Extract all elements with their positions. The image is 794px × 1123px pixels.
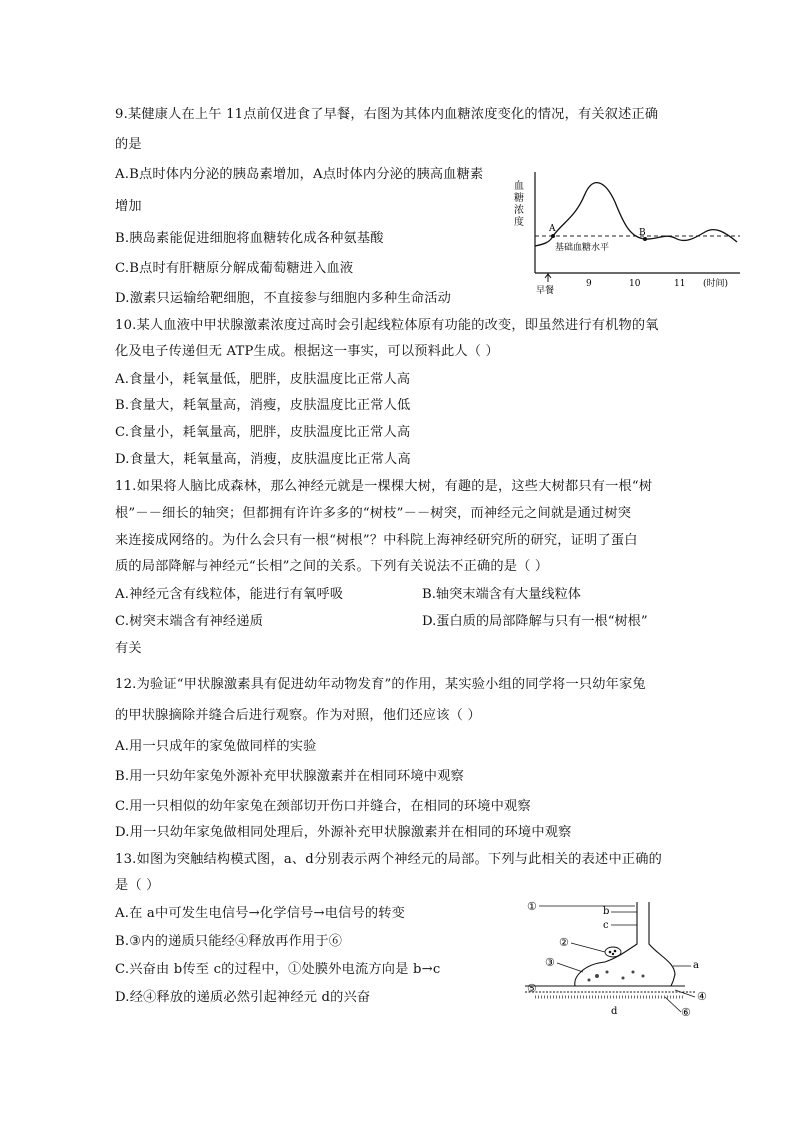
presynaptic-terminal [575, 962, 675, 986]
label-2: ② [559, 936, 569, 949]
label-c: c [603, 920, 609, 931]
q9-option-c: C.B点时有肝糖原分解成葡萄糖进入血液 [115, 261, 354, 276]
x-label-9: 9 [586, 279, 592, 289]
q9-stem-line2: 的是 [115, 137, 142, 152]
q13-stem-line2: 是（ ） [115, 878, 160, 893]
q11-option-b: B.轴突末端含有大量线粒体 [422, 587, 581, 602]
x-label-time: (时间) [703, 279, 729, 289]
q10-option-b: B.食量大，耗氧量高，消瘦，皮肤温度比正常人低 [115, 398, 411, 413]
label-1: ① [527, 900, 537, 913]
q12-option-c: C.用一只相似的幼年家兔在颈部切开伤口并缝合，在相同的环境中观察 [115, 799, 531, 814]
q10-stem-line2: 化及电子传递但无 ATP生成。根据这一事实，可以预料此人（ ） [115, 344, 499, 359]
q13-stem-line1: 13.如图为突触结构模式图，a、d分别表示两个神经元的局部。下列与此相关的表述中正确的 [115, 852, 662, 867]
q9-stem-line1: 9.某健康人在上午 11点前仅进食了早餐，右图为其体内血糖浓度变化的情况，有关叙述正确 [115, 107, 659, 122]
synapse-figure [525, 900, 725, 1020]
q9-option-d: D.激素只运输给靶细胞，不直接参与细胞内多种生命活动 [115, 291, 451, 306]
q11-option-d-line2: 有关 [115, 641, 142, 656]
q11-stem-line2: 根”－－细长的轴突；但都拥有许许多多的“树枝”－－树突，而神经元之间就是通过树突 [115, 506, 632, 521]
q13-option-a: A.在 a中可发生电信号→化学信号→电信号的转变 [115, 906, 406, 921]
q13-option-d: D.经④释放的递质必然引起神经元 d的兴奋 [115, 990, 371, 1005]
q11-option-a: A.神经元含有线粒体，能进行有氧呼吸 [115, 587, 344, 602]
q10-option-d: D.食量大，耗氧量高，消瘦，皮肤温度比正常人高 [115, 452, 411, 467]
x-label-10: 10 [629, 279, 641, 289]
q9-option-a-line2: 增加 [115, 199, 142, 214]
baseline-label: 基础血糖水平 [555, 243, 610, 253]
label-3: ③ [545, 956, 555, 969]
x-label-11: 11 [674, 279, 686, 289]
q12-option-a: A.用一只成年的家兔做同样的实验 [115, 739, 317, 754]
point-b-label: B [639, 228, 646, 238]
y-axis-label-1: 血 [514, 181, 524, 192]
label-5: ⑤ [527, 982, 537, 995]
label-b: b [603, 906, 610, 917]
q9-option-a-line1: A.B点时体内分泌的胰岛素增加，A点时体内分泌的胰高血糖素 [115, 167, 484, 182]
label-6: ⑥ [681, 1006, 691, 1019]
q12-option-b: B.用一只幼年家兔外源补充甲状腺激素并在相同环境中观察 [115, 769, 464, 784]
q10-option-c: C.食量小，耗氧量高，肥胖，皮肤温度比正常人高 [115, 425, 411, 440]
q12-option-d: D.用一只幼年家兔做相同处理后，外源补充甲状腺激素并在相同的环境中观察 [115, 825, 572, 840]
q13-option-b: B.③内的递质只能经④释放再作用于⑥ [115, 934, 343, 949]
y-axis-label-3: 浓 [514, 205, 524, 216]
blood-glucose-figure [505, 170, 745, 300]
label-d: d [611, 1006, 618, 1017]
x-label-breakfast: 早餐 [536, 286, 555, 296]
q11-stem-line3: 来连接成网络的。为什么会只有一根“树根”？中科院上海神经研究所的研究，证明了蛋白 [115, 533, 638, 548]
q11-option-c: C.树突末端含有神经递质 [115, 614, 264, 629]
q9-option-b: B.胰岛素能促进细胞将血糖转化成各种氨基酸 [115, 231, 384, 246]
vesicle-cluster [605, 947, 621, 957]
q11-stem-line4: 质的局部降解与神经元“长相”之间的关系。下列有关说法不正确的是（ ） [115, 559, 549, 574]
label-a: a [693, 960, 699, 971]
q12-stem-line1: 12.为验证“甲状腺激素具有促进幼年动物发育”的作用，某实验小组的同学将一只幼年家兔 [115, 677, 646, 692]
q11-stem-line1: 11.如果将人脑比成森林，那么神经元就是一棵棵大树，有趣的是，这些大树都只有一根“树 [115, 479, 653, 494]
point-a [551, 234, 555, 238]
y-axis-label-2: 糖 [514, 193, 524, 204]
q11-option-d-line1: D.蛋白质的局部降解与只有一根“树根” [422, 614, 648, 629]
label-4: ④ [697, 990, 707, 1003]
q13-option-c: C.兴奋由 b传至 c的过程中，①处膜外电流方向是 b→c [115, 962, 441, 977]
point-a-label: A [549, 224, 556, 234]
q12-stem-line2: 的甲状腺摘除并缝合后进行观察。作为对照，他们还应该（ ） [115, 708, 481, 723]
q10-stem-line1: 10.某人血液中甲状腺激素浓度过高时会引起线粒体原有功能的改变，即虽然进行有机物的氧 [115, 318, 659, 333]
q10-option-a: A.食量小，耗氧量低，肥胖，皮肤温度比正常人高 [115, 372, 411, 387]
y-axis-label-4: 度 [514, 217, 524, 228]
